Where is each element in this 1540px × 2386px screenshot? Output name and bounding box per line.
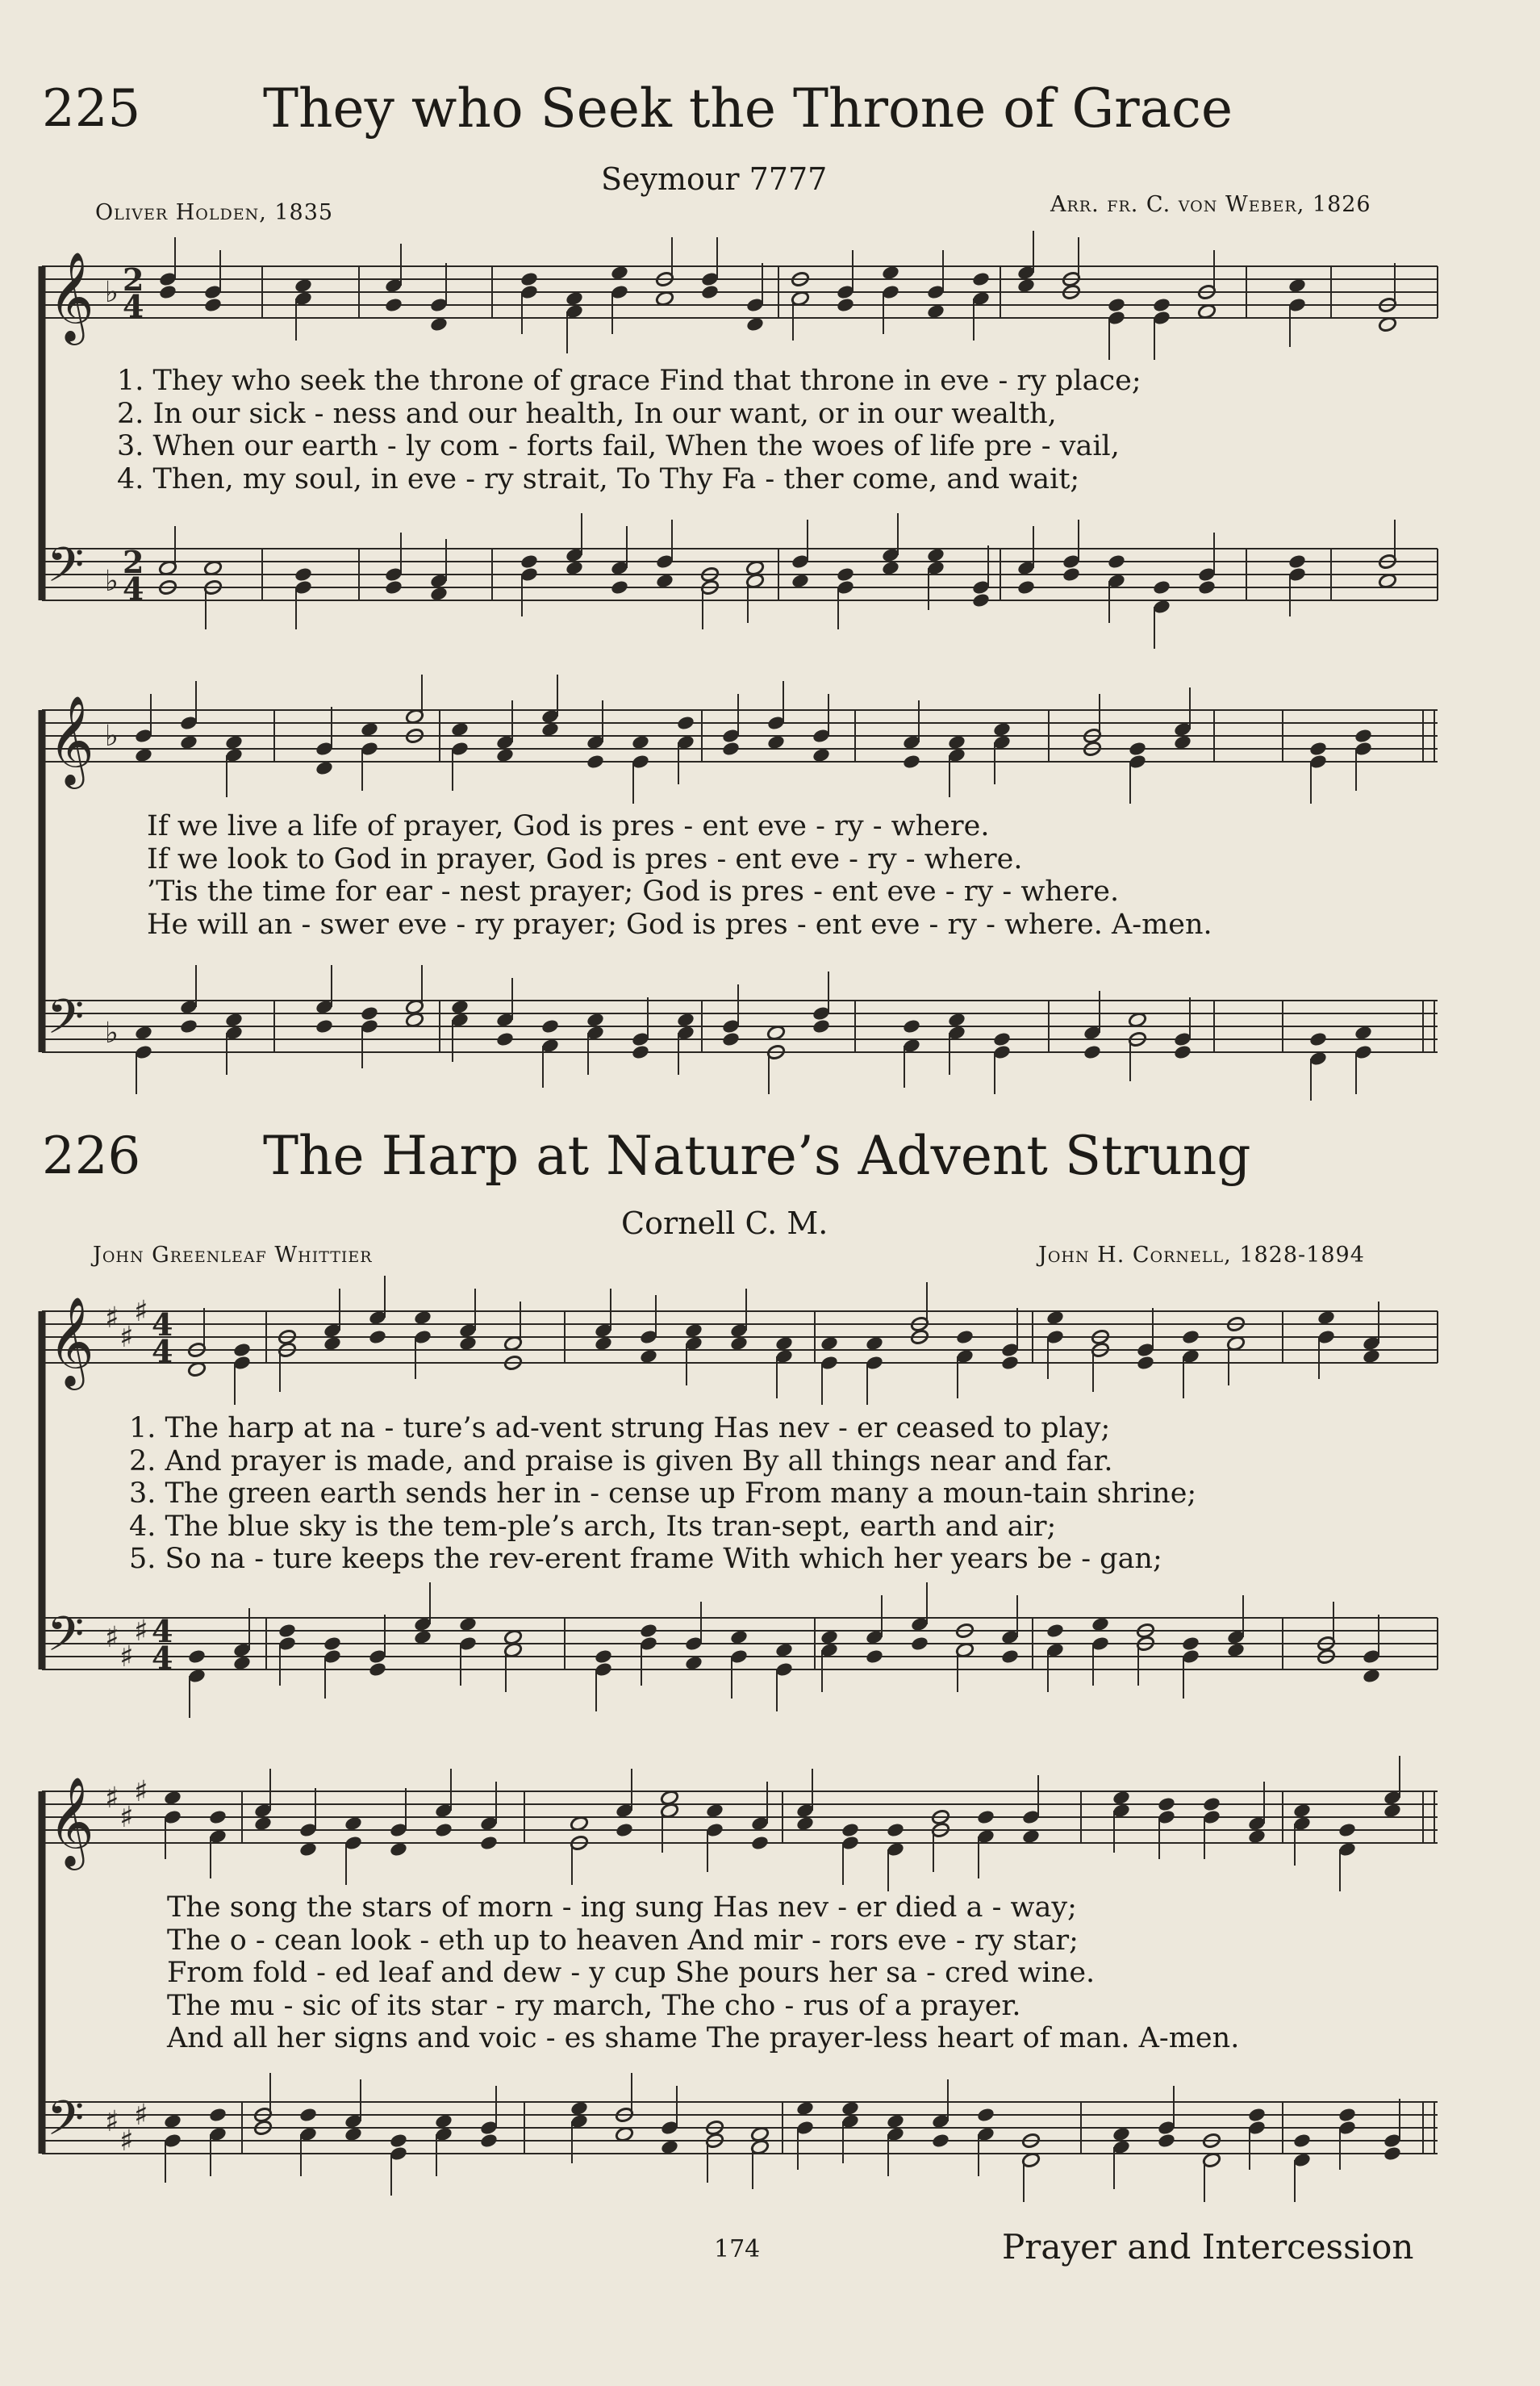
note-head [836,297,855,313]
verse-line: 2. In our sick - ness and our health, In our want, or in our wealth, [117,397,1057,430]
note-head [179,1018,198,1034]
note-head [992,1031,1012,1047]
svg-text:♯: ♯ [105,1302,119,1335]
verse-line: If we live a life of prayer, God is pres - ent eve - ry - where. [147,810,990,842]
note-head [1338,1822,1357,1838]
tune-name: Seymour 7777 [601,161,828,197]
svg-text:♭: ♭ [105,276,119,309]
svg-text:2: 2 [123,261,144,298]
author-credit: Oliver Holden, 1835 [95,200,334,225]
note-head [1136,1355,1155,1371]
note-head [1173,1044,1192,1060]
note-head [1181,1329,1200,1345]
note-head [721,1031,741,1047]
hymn-title: They who Seek the Throne of Grace [263,77,1233,140]
music-staff [42,1756,1438,1891]
verse-line: And all her signs and voic - es shame The prayer-less heart of man. A-men. [167,2022,1240,2054]
note-head [1152,579,1171,595]
music-staff [42,1276,1438,1405]
note-head [836,566,855,583]
note-head [540,1018,560,1034]
note-head [1083,1044,1102,1060]
svg-text:♯: ♯ [134,1775,148,1808]
composer-credit: Arr. fr. C. von Weber, 1826 [1050,192,1371,217]
verse-line: 3. When our earth - ly com - forts fail, When the woes of life pre - vail, [117,430,1120,462]
note-head [700,284,720,300]
note-head [368,1661,387,1678]
note-head [910,1636,929,1652]
hymn-number: 226 [42,1126,141,1186]
note-head [1016,579,1036,595]
note-head [203,297,223,313]
svg-text:♭: ♭ [105,1017,119,1050]
note-head [971,592,991,608]
verse-line: 2. And prayer is made, and praise is given By all things near and far. [129,1444,1113,1477]
svg-text:♯: ♯ [134,1615,148,1648]
note-head [886,1822,905,1838]
lyrics-system-3 [129,1412,1196,1576]
note-head [479,1835,499,1851]
svg-text:𝄞: 𝄞 [48,251,94,341]
note-head [812,1018,831,1034]
svg-text:♯: ♯ [105,2105,119,2138]
note-head [1354,728,1373,744]
svg-text:𝄢: 𝄢 [47,1606,85,1674]
note-head [479,2133,499,2149]
verse-line: The o - cean look - eth up to heaven And mir - rors eve - ry star; [167,1924,1079,1957]
section-title: Prayer and Intercession [1002,2227,1414,2267]
lyrics-system-1 [117,365,1141,495]
svg-text:4: 4 [152,1640,173,1676]
note-head [495,1031,515,1047]
svg-text:4: 4 [123,288,144,324]
note-head [232,1342,252,1358]
note-head [586,754,605,770]
note-head [615,1822,634,1838]
svg-text:♯: ♯ [119,1321,134,1354]
note-head [187,1648,207,1665]
lyrics-system-2 [147,810,1212,941]
note-head [1288,554,1307,570]
note-head [1062,566,1081,583]
note-head [1000,1355,1020,1371]
tune-name: Cornell C. M. [621,1206,828,1241]
note-head [294,566,313,583]
note-head [1308,741,1328,757]
verse-line: 1. The harp at na - ture’s ad-vent strung Has nev - er ceased to play; [129,1412,1111,1444]
note-head [1308,1031,1328,1047]
note-head [610,579,629,595]
verse-line: The song the stars of morn - ing sung Has nev - er died a - way; [167,1891,1077,1924]
verse-line: 1. They who seek the throne of grace Find that throne in eve - ry place; [117,365,1141,397]
svg-text:𝄞: 𝄞 [48,1776,94,1866]
note-head [315,1018,334,1034]
note-head [976,2107,995,2123]
svg-text:♭: ♭ [105,565,119,598]
note-head [434,1822,453,1838]
note-head [1157,2133,1176,2149]
note-head [1157,1796,1176,1812]
hymn-number: 225 [42,79,141,139]
note-head [1247,2107,1267,2123]
author-credit: John Greenleaf Whittier [93,1243,373,1268]
svg-text:4: 4 [152,1613,173,1649]
svg-text:♯: ♯ [119,1801,134,1834]
verse-line: 4. Then, my soul, in eve - ry strait, To Thy Fa - ther come, and wait; [117,462,1080,495]
svg-text:2: 2 [123,544,144,580]
note-head [360,1005,379,1022]
note-head [368,1329,387,1345]
note-head [1292,2133,1312,2149]
note-head [158,284,177,300]
svg-text:𝄞: 𝄞 [48,695,94,785]
page-number: 174 [714,2235,761,2263]
note-head [1128,741,1147,757]
note-head [594,1648,613,1665]
note-head [1197,579,1217,595]
note-head [1181,1636,1200,1652]
note-head [1107,554,1126,570]
svg-text:𝄞: 𝄞 [48,1296,94,1386]
note-head [955,1329,974,1345]
music-staff [42,1582,1438,1718]
note-head [1000,1648,1020,1665]
svg-text:♯: ♯ [105,1782,119,1815]
music-staff [42,2073,1438,2202]
note-head [931,2133,950,2149]
note-head [520,554,539,570]
note-head [278,1623,297,1639]
note-head [1383,2146,1402,2162]
note-head [971,271,991,287]
svg-text:♯: ♯ [134,2099,148,2132]
music-staff [42,513,1438,649]
lyrics-system-4 [167,1891,1239,2055]
svg-text:♯: ♯ [119,1640,134,1674]
note-head [1338,2107,1357,2123]
svg-text:♯: ♯ [105,1621,119,1654]
note-head [721,741,741,757]
svg-text:♭: ♭ [105,720,119,753]
verse-line: From fold - ed leaf and dew - y cup She pours her sa - cred wine. [167,1957,1096,1989]
note-head [208,1809,227,1825]
svg-text:4: 4 [123,570,144,607]
note-head [323,1636,342,1652]
verse-line: The mu - sic of its star - ry march, The cho - rus of a prayer. [167,1989,1021,2022]
verse-line: He will an - swer eve - ry prayer; God is pres - ent eve - ry - where. A-men. [147,908,1212,941]
svg-text:♯: ♯ [134,1295,148,1328]
note-head [520,271,539,287]
svg-text:4: 4 [152,1306,173,1343]
note-head [208,2107,227,2123]
note-head [384,579,403,595]
note-head [976,1809,995,1825]
note-head [865,1648,884,1665]
svg-text:4: 4 [152,1333,173,1369]
note-head [841,1822,860,1838]
svg-text:♯: ♯ [119,2125,134,2158]
music-staff [42,231,1438,360]
note-head [631,1044,650,1060]
note-head [676,715,695,731]
music-staff [42,675,1438,804]
note-head [750,1835,770,1851]
verse-line: If we look to God in prayer, God is pres - ent eve - ry - where. [147,842,1023,875]
note-head [1045,1623,1065,1639]
svg-text:𝄢: 𝄢 [47,2090,85,2158]
note-head [1107,297,1126,313]
svg-text:𝄢: 𝄢 [47,988,85,1056]
note-head [902,754,921,770]
note-head [389,2133,408,2149]
music-staff [42,965,1438,1101]
hymn-title: The Harp at Nature’s Advent Strung [263,1125,1251,1187]
verse-line: 4. The blue sky is the tem-ple’s arch, Its tran-sept, earth and air; [129,1510,1057,1543]
note-head [298,2107,318,2123]
verse-line: 3. The green earth sends her in - cense up From many a moun-tain shrine; [129,1477,1197,1510]
note-head [1152,297,1171,313]
verse-line: ’Tis the time for ear - nest prayer; God is pres - ent eve - ry - where. [147,875,1120,908]
verse-line: 5. So na - ture keeps the rev-erent frame With which her years be - gan; [129,1543,1162,1575]
note-head [639,1623,658,1639]
note-head [384,297,403,313]
composer-credit: John H. Cornell, 1828-1894 [1038,1243,1365,1268]
svg-text:𝄢: 𝄢 [47,537,85,604]
note-head [1202,1796,1221,1812]
note-head [902,1018,921,1034]
